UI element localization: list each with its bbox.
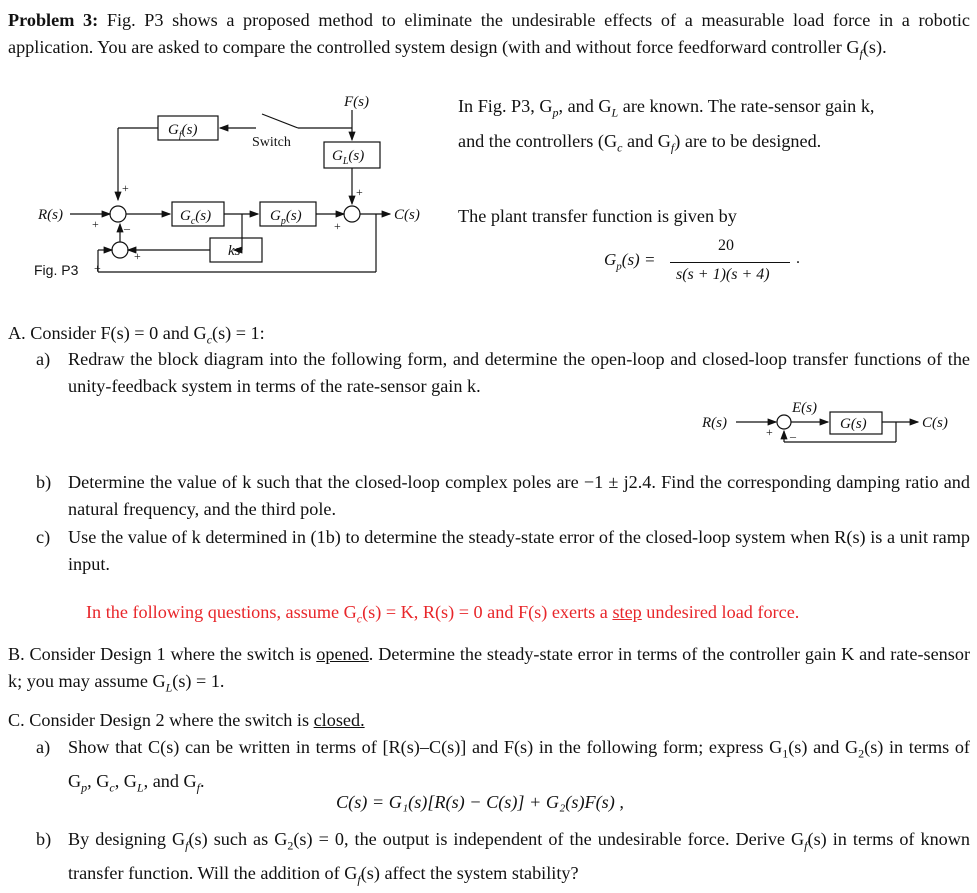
problem-title: Problem 3: bbox=[8, 10, 99, 30]
unity-feedback-diagram bbox=[700, 398, 970, 448]
plant-eq-lhs: $G_p(s)$ = bbox=[604, 250, 656, 273]
block-diagram-p3 bbox=[30, 92, 440, 292]
plant-text: The plant transfer function is given by bbox=[458, 206, 737, 226]
svg-text:–: – bbox=[124, 221, 130, 235]
svg-text:+: + bbox=[92, 217, 99, 231]
svg-text:+: + bbox=[122, 181, 129, 195]
svg-text:C(s): C(s) bbox=[922, 415, 948, 431]
svg-text:G(s): G(s) bbox=[840, 416, 867, 432]
ks-label: ks bbox=[228, 243, 241, 259]
svg-text:R(s): R(s) bbox=[702, 415, 727, 431]
part-c-equation: C(s) = G₁(s)[R(s) − C(s)] + G₂(s)F(s) , bbox=[336, 792, 624, 812]
summing-junction-2 bbox=[112, 242, 128, 258]
f-label: F(s) bbox=[344, 94, 369, 110]
svg-text:–: – bbox=[790, 429, 796, 443]
summing-junction-1 bbox=[110, 206, 126, 222]
svg-text:+: + bbox=[356, 185, 363, 199]
svg-text:E(s): E(s) bbox=[792, 400, 817, 416]
part-a-b-text: Determine the value of k such that the closed-loop complex poles are −1 ± j2.4. Find the corresponding damping ratio and natural frequency, and the third pole. bbox=[68, 472, 970, 519]
problem-intro: Problem 3: Fig. P3 shows a proposed method to eliminate the undesirable effects of a measurable load force in a robotic application. You are asked to compare the controlled system design (with and without force feedforward controller $G_f(s)$. bbox=[8, 10, 971, 61]
gc-label: $G_c(s)$ bbox=[180, 208, 212, 227]
part-c-b-text: By designing $G_f(s)$ such as $G_2(s) = 0$, the output is independent of the undesirable force. Derive $G_f(s)$ in terms of known transfer function. Will the addition of $G_f(s)$ affect the system stability? bbox=[68, 829, 971, 887]
c-label: C(s) bbox=[394, 207, 420, 223]
gl-label: $G_L(s)$ bbox=[332, 148, 365, 167]
figure-caption: Fig. P3 bbox=[34, 262, 79, 278]
summing-junction-3 bbox=[344, 206, 360, 222]
r-label: R(s) bbox=[38, 207, 63, 223]
part-a-heading: A. Consider F(s) = 0 and $G_c(s) = 1$: bbox=[8, 323, 265, 347]
part-a-c-text: Use the value of k determined in (1b) to determine the steady-state error of the closed-loop system when R(s) is a unit ramp input. bbox=[68, 527, 970, 574]
switch-label: Switch bbox=[252, 135, 291, 150]
svg-text:+: + bbox=[766, 425, 773, 439]
assumption-note: In the following questions, assume $G_c(s) = K$, R(s) = 0 and F(s) exerts a step undesired load force. bbox=[86, 602, 800, 626]
side-description: In Fig. P3, $G_p$, and $G_L$ are known. The rate-sensor gain k, and the controllers ($G_c$ and $G_f$) are to be designed. bbox=[458, 96, 875, 155]
gf-label: $G_f(s)$ bbox=[168, 122, 198, 141]
part-c-heading: C. Consider Design 2 where the switch is closed. bbox=[8, 710, 365, 730]
plant-eq-den: s(s + 1)(s + 4) bbox=[676, 266, 770, 283]
svg-text:+: + bbox=[94, 261, 101, 275]
gp-label: $G_p(s)$ bbox=[270, 208, 302, 227]
part-a-a-text: Redraw the block diagram into the following form, and determine the open-loop and closed-loop transfer functions of the unity-feedback system in terms of the rate-sensor gain k. bbox=[68, 349, 970, 396]
part-c-a-text: Show that C(s) can be written in terms of [R(s)–C(s)] and F(s) in the following form; express $G_1(s)$ and $G_2(s)$ in terms of $G_p$, $G_c$, $G_L$, and $G_f$. bbox=[68, 737, 970, 795]
svg-text:+: + bbox=[134, 249, 141, 263]
svg-text:+: + bbox=[334, 219, 341, 233]
plant-eq-num: 20 bbox=[718, 237, 734, 254]
part-b-text: B. Consider Design 1 where the switch is opened. Determine the steady-state error in terms of the controller gain K and rate-sensor k; you may assume $G_L(s) = 1$. bbox=[8, 644, 970, 695]
